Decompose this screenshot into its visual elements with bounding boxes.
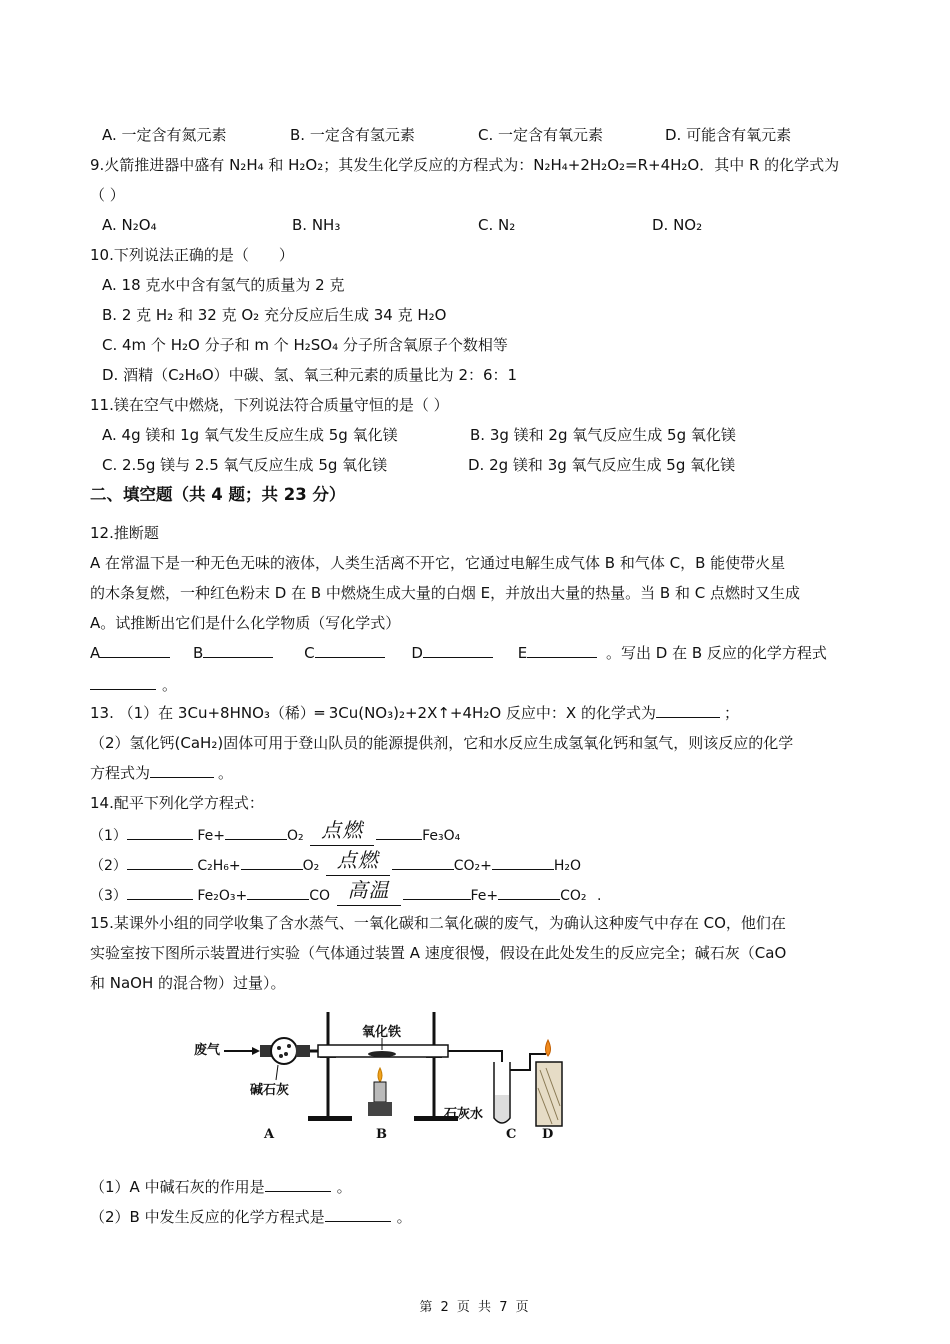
q13-blank-x[interactable] [656, 702, 720, 718]
q12-blank-b[interactable] [203, 642, 273, 658]
q12-line1: A 在常温下是一种无色无味的液体，人类生活离不开它，它通过电解生成气体 B 和气体 C，B 能使带火星 [90, 554, 786, 572]
q14-eq1-p2: O₂ [287, 828, 304, 844]
q14-eq1-blank3[interactable] [376, 824, 422, 840]
q13-line1-end: ； [723, 704, 739, 722]
q12-answer-line [90, 642, 827, 664]
q9-option-b: B. NH₃ [292, 216, 341, 234]
q12-line3: A。试推断出它们是什么化学物质（写化学式） [90, 614, 401, 632]
q14-eq2-blank2[interactable] [241, 854, 303, 870]
q11-option-d: D. 2g 镁和 3g 氧气反应生成 5g 氧化镁 [468, 456, 736, 474]
q14-eq3-cond-label: 高温 [347, 878, 390, 902]
q15-sub2-end: 。 [396, 1208, 412, 1226]
q15-sub1-blank[interactable] [265, 1176, 331, 1192]
q14-eq2-cond-label: 点燃 [336, 848, 379, 872]
q15-sub1-end: 。 [336, 1178, 352, 1196]
q14-eq1-p1: Fe+ [197, 828, 226, 844]
q15-sub2-blank[interactable] [325, 1206, 391, 1222]
q14-eq3-p1: Fe₂O₃+ [197, 888, 248, 904]
q12-end: 。 [162, 676, 178, 694]
q14-eq2-p1: C₂H₆+ [197, 858, 241, 874]
apparatus-figure [190, 1010, 590, 1145]
figure-reagent-a-label: 碱石灰 [250, 1083, 290, 1098]
q14-eq3 [90, 878, 602, 907]
q8-option-c: C. 一定含有氧元素 [478, 126, 604, 144]
q12-label-a: A [90, 644, 101, 662]
q12-blank-a[interactable] [100, 642, 170, 658]
q14-eq2-blank3[interactable] [392, 854, 454, 870]
q12-blank-d[interactable] [423, 642, 493, 658]
q13-line2: （2）氢化钙(CaH₂)固体可用于登山队员的能源提供剂，它和水反应生成氢氧化钙和氢气，则该反应的化学 [90, 734, 794, 752]
q13-part1-text: 13. （1）在 3Cu+8HNO₃（稀）═ 3Cu(NO₃)₂+2X↑+4H₂O 反应中：X 的化学式为 [90, 704, 656, 722]
q8-option-d: D. 可能含有氧元素 [665, 126, 792, 144]
q11-option-b: B. 3g 镁和 2g 氧气反应生成 5g 氧化镁 [470, 426, 736, 444]
q14-eq2-p4: H₂O [553, 858, 582, 874]
q14-eq3-p4: CO₂ [560, 888, 587, 904]
q10-option-c: C. 4m 个 H₂O 分子和 m 个 H₂SO₄ 分子所含氧原子个数相等 [102, 336, 508, 354]
q14-eq3-blank4[interactable] [498, 884, 560, 900]
q12-tail: 。写出 D 在 B 反应的化学方程式 [606, 644, 827, 662]
reagent-a-pointer [276, 1065, 278, 1080]
figure-reagent-b-label: 氧化铁 [362, 1025, 402, 1040]
q10-option-d: D. 酒精（C₂H₆O）中碳、氢、氧三种元素的质量比为 2：6：1 [102, 366, 518, 384]
q12-equation-line [90, 674, 177, 696]
gas-in-arrowhead [252, 1047, 260, 1055]
q12-blank-e[interactable] [527, 642, 597, 658]
q14-eq3-p3: Fe+ [470, 888, 499, 904]
q15-line1: 15.某课外小组的同学收集了含水蒸气、一氧化碳和二氧化碳的废气，为确认这种废气中存在 CO，他们在 [90, 914, 786, 932]
q14-eq1-cond-label: 点燃 [321, 818, 364, 842]
q14-eq1-num: （1） [90, 828, 127, 844]
device-d-lamp [536, 1040, 562, 1126]
section2-title: 二、填空题（共 4 题；共 23 分） [90, 485, 346, 504]
q11-option-a: A. 4g 镁和 1g 氧气发生反应生成 5g 氧化镁 [102, 426, 398, 444]
q12-title: 12.推断题 [90, 524, 159, 542]
q9-option-a: A. N₂O₄ [102, 216, 157, 234]
figure-label-c: C [506, 1127, 517, 1142]
q14-eq2-blank4[interactable] [492, 854, 554, 870]
q14-eq3-blank2[interactable] [247, 884, 309, 900]
q10-option-a: A. 18 克水中含有氢气的质量为 2 克 [102, 276, 345, 294]
q14-title: 14.配平下列化学方程式： [90, 794, 264, 812]
q11-option-c: C. 2.5g 镁与 2.5 氧气反应生成 5g 氧化镁 [102, 456, 388, 474]
q14-eq2-blank1[interactable] [127, 854, 193, 870]
q9-stem-bracket: （ ） [90, 186, 125, 204]
q14-eq2-p3: CO₂+ [453, 858, 492, 874]
device-a-drying-tube [260, 1038, 310, 1064]
q13-blank-equation[interactable] [150, 762, 214, 778]
q14-eq3-condition [337, 878, 401, 907]
q14-eq3-end: . [597, 888, 602, 904]
device-b-burner [368, 1068, 392, 1116]
q14-eq2-condition [326, 848, 390, 877]
q14-eq1-blank1[interactable] [127, 824, 193, 840]
q10-option-b: B. 2 克 H₂ 和 32 克 O₂ 充分反应后生成 34 克 H₂O [102, 306, 447, 324]
q14-eq1 [90, 818, 461, 847]
q11-stem: 11.镁在空气中燃烧，下列说法符合质量守恒的是（ ） [90, 396, 449, 414]
q9-option-c: C. N₂ [478, 216, 516, 234]
q15-line3: 和 NaOH 的混合物）过量）。 [90, 974, 286, 992]
device-c-test-tube [494, 1062, 510, 1123]
q12-line2: 的木条复燃，一种红色粉末 D 在 B 中燃烧生成大量的白烟 E，并放出大量的热量。当 B 和 C 点燃时又生成 [90, 584, 800, 602]
stand-left [308, 1012, 352, 1121]
q12-label-e: E [517, 644, 528, 662]
figure-gas-in-label: 废气 [194, 1043, 221, 1058]
q14-eq1-p3: Fe₃O₄ [422, 828, 461, 844]
q15-sub1-text: （1）A 中碱石灰的作用是 [90, 1178, 265, 1196]
q15-line2: 实验室按下图所示装置进行实验（气体通过装置 A 速度很慢，假设在此处发生的反应完全；碱石灰（CaO [90, 944, 787, 962]
q9-option-d: D. NO₂ [652, 216, 703, 234]
q10-stem: 10.下列说法正确的是（ ） [90, 246, 294, 264]
figure-label-d: D [542, 1127, 554, 1142]
q12-blank-equation[interactable] [90, 674, 156, 690]
q12-label-b: B [193, 644, 204, 662]
figure-label-b: B [376, 1127, 387, 1142]
q14-eq2-num: （2） [90, 858, 127, 874]
q15-sub1 [90, 1176, 352, 1198]
q14-eq3-p2: CO [309, 888, 331, 904]
q15-sub2 [90, 1206, 412, 1228]
figure-label-a: A [264, 1127, 275, 1142]
q14-eq3-num: （3） [90, 888, 127, 904]
q14-eq3-blank1[interactable] [127, 884, 193, 900]
q13-line3-end: 。 [218, 764, 234, 782]
figure-reagent-c-label: 石灰水 [444, 1107, 484, 1122]
q14-eq2 [90, 848, 582, 877]
q14-eq1-blank2[interactable] [225, 824, 287, 840]
q15-sub2-text: （2）B 中发生反应的化学方程式是 [90, 1208, 325, 1226]
q12-label-d: D [411, 644, 423, 662]
q9-stem: 9.火箭推进器中盛有 N₂H₄ 和 H₂O₂；其发生化学反应的方程式为：N₂H₄+2H₂O₂=R+4H₂O．其中 R 的化学式为 [90, 156, 840, 174]
device-b-reaction-tube [318, 1045, 448, 1057]
page-footer: 第 2 页 共 7 页 [419, 1300, 531, 1315]
stand-right [414, 1012, 458, 1121]
q14-eq1-condition [310, 818, 374, 847]
q13-part2-text: 方程式为 [90, 764, 151, 782]
q14-eq2-p2: O₂ [302, 858, 320, 874]
q13-line1 [90, 702, 739, 724]
q8-option-a: A. 一定含有氮元素 [102, 126, 227, 144]
q14-eq3-blank3[interactable] [403, 884, 471, 900]
q12-blank-c[interactable] [315, 642, 385, 658]
q8-option-b: B. 一定含有氢元素 [290, 126, 415, 144]
q12-label-c: C [304, 644, 315, 662]
q13-line3 [90, 762, 233, 784]
